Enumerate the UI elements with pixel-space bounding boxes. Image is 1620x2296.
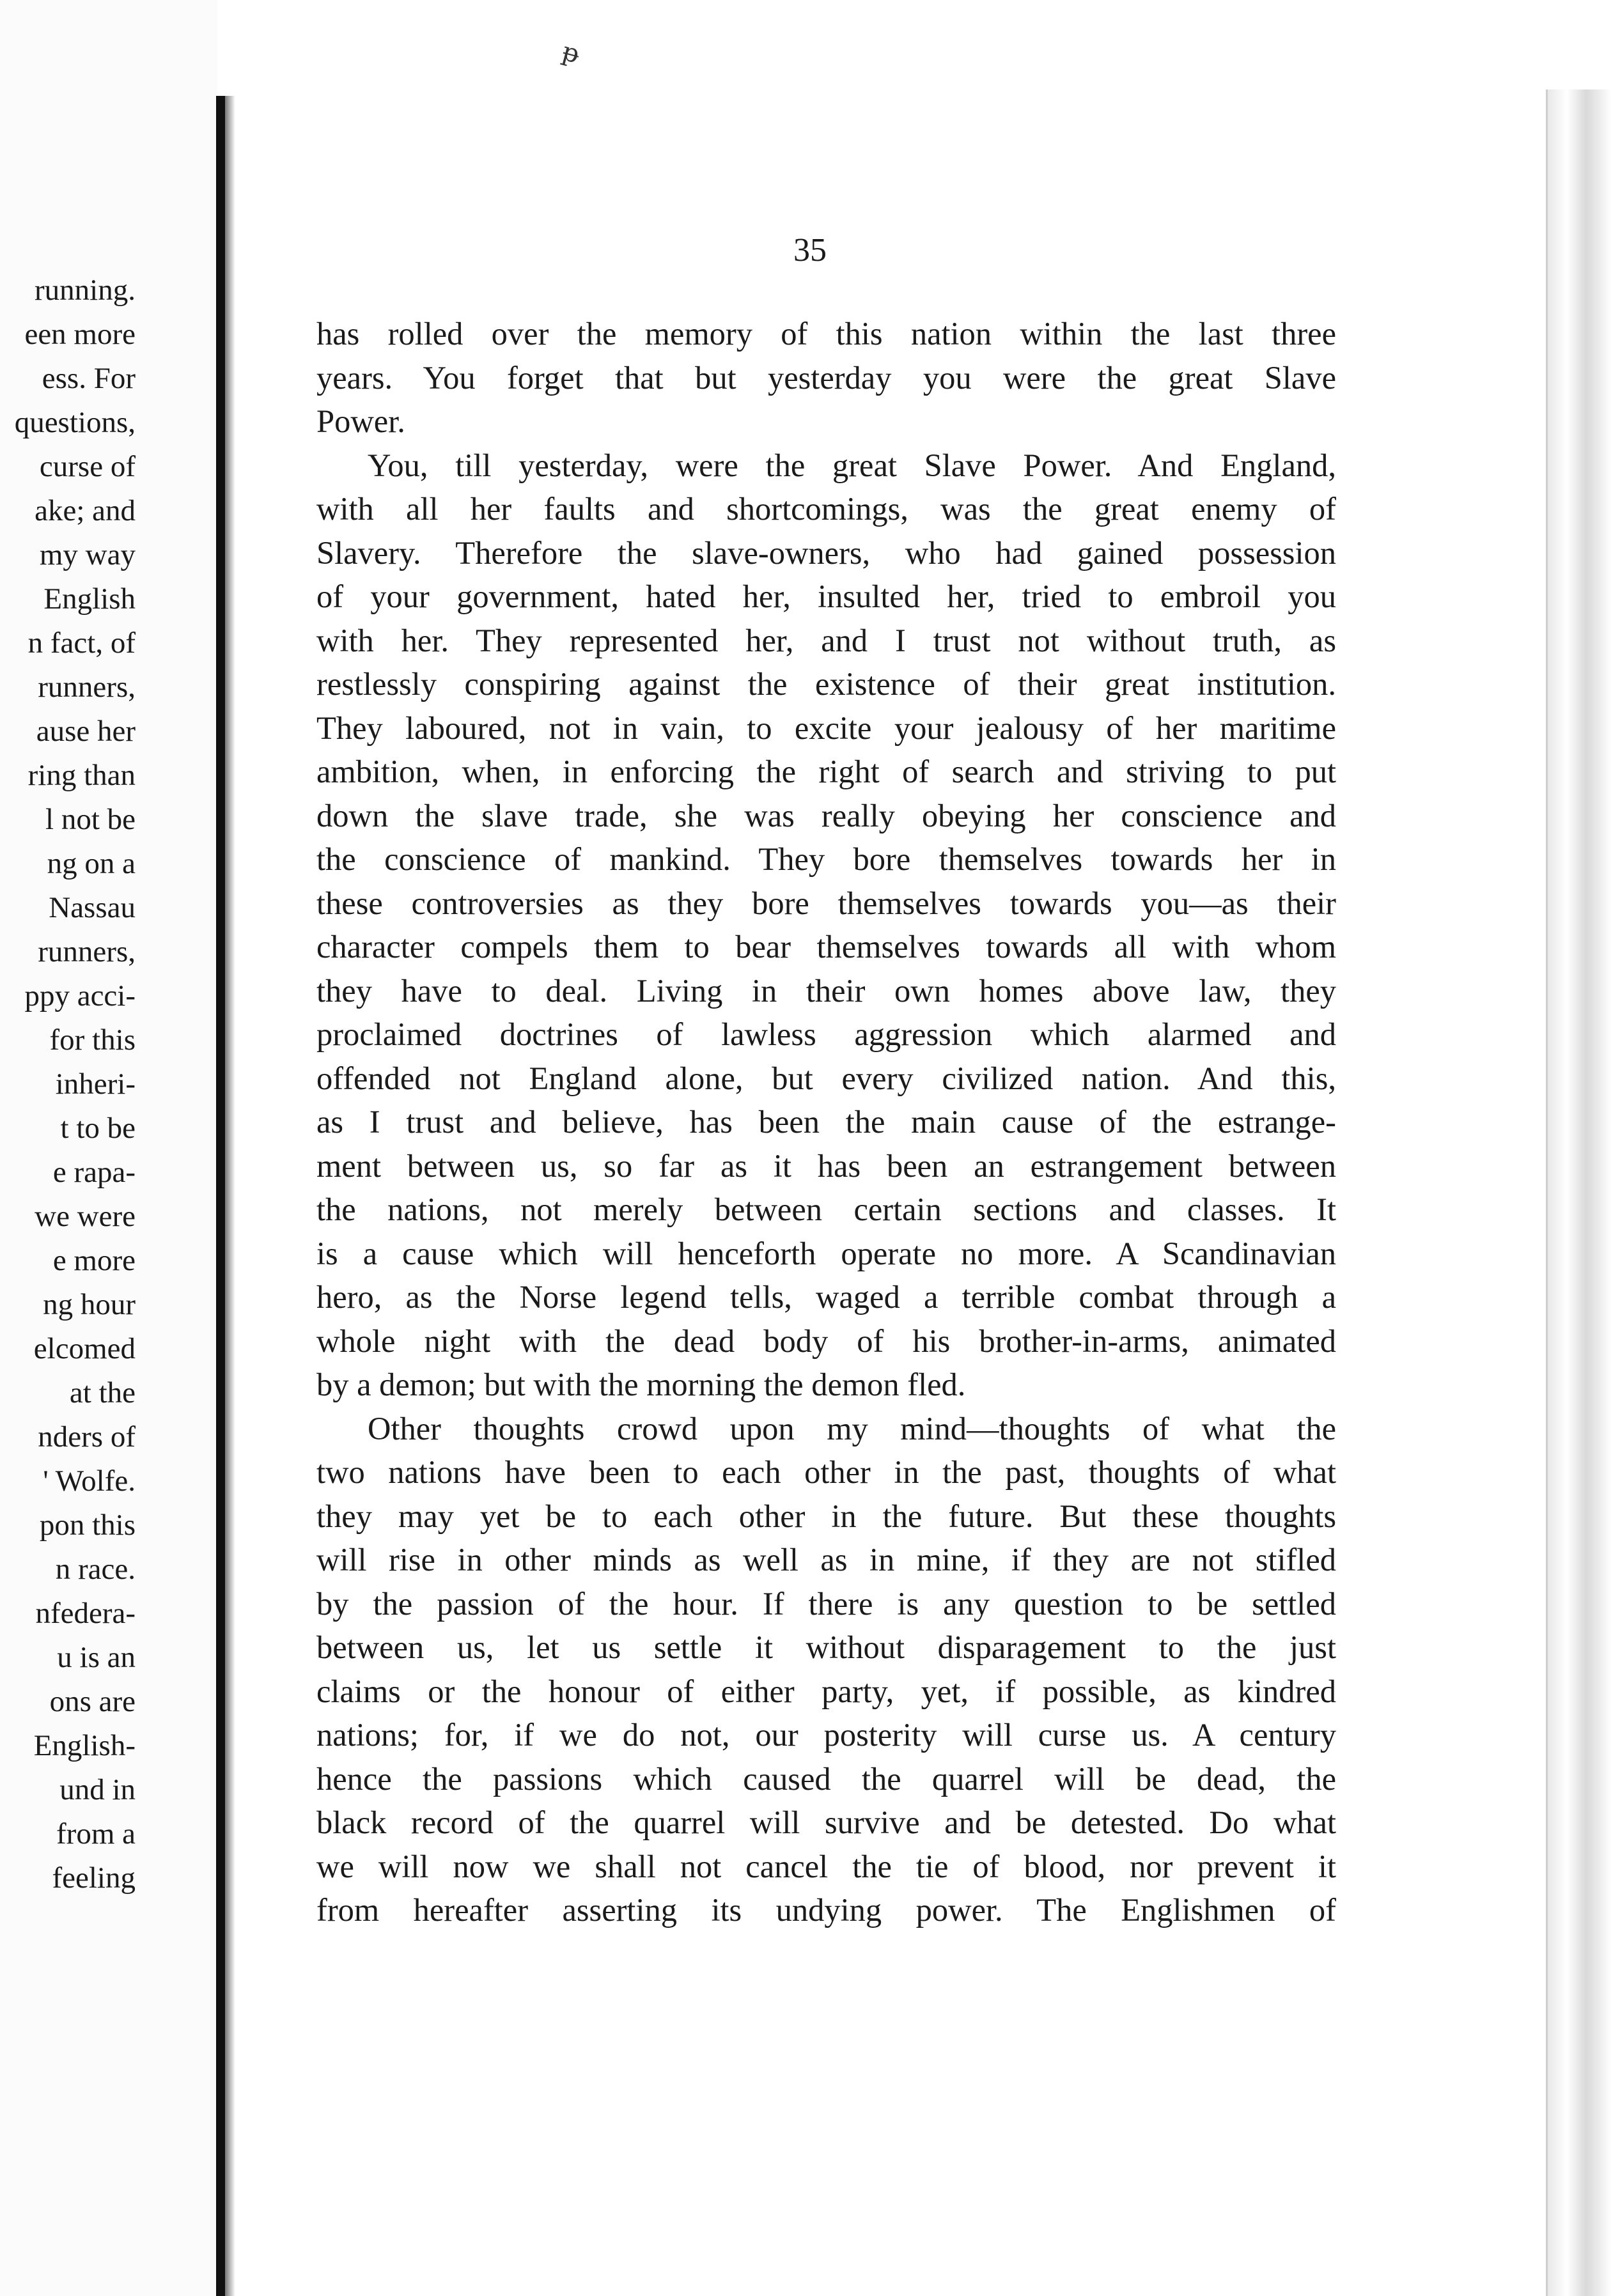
facing-page-line: ppy acci- [24, 979, 136, 1012]
facing-page-line: runners, [38, 935, 136, 968]
text-line: restlessly conspiring against the existence of their great institution. [316, 666, 1336, 702]
facing-page-line: curse of [39, 450, 136, 483]
facing-page-line: at the [69, 1376, 136, 1409]
facing-page-line: we were [35, 1200, 136, 1233]
text-line: by a demon; but with the morning the demon fled. [316, 1367, 966, 1402]
facing-page-line: English [43, 582, 136, 616]
text-line: two nations have been to each other in the past, thoughts of what [316, 1454, 1336, 1490]
text-line: claims or the honour of either party, yet, if possible, as kindred [316, 1673, 1336, 1709]
facing-page-line: e rapa- [52, 1156, 136, 1189]
facing-page [0, 0, 217, 2296]
text-line: down the slave trade, she was really obeying her conscience and [316, 797, 1336, 834]
text-line: has rolled over the memory of this nation within the last three [316, 316, 1336, 352]
text-line: ambition, when, in enforcing the right of search and striving to put [316, 754, 1336, 789]
text-line: hero, as the Norse legend tells, waged a terrible combat through a [316, 1279, 1336, 1315]
text-line: is a cause which will henceforth operate no more. A Scandinavian [316, 1235, 1336, 1271]
facing-page-line: ake; and [35, 494, 136, 527]
text-line: with all her faults and shortcomings, was the great enemy of [316, 491, 1336, 527]
text-line: ment between us, so far as it has been an estrangement between [316, 1147, 1336, 1184]
facing-page-line: inheri- [55, 1067, 136, 1101]
text-line: proclaimed doctrines of lawless aggression which alarmed and [316, 1016, 1336, 1052]
facing-page-text [0, 268, 136, 1900]
facing-page-line: l not be [45, 803, 136, 836]
facing-page-line: from a [56, 1817, 136, 1850]
facing-page-line: my way [39, 538, 136, 571]
text-line: Power. [316, 403, 405, 439]
facing-page-line: questions, [14, 406, 136, 439]
facing-page-line: ' Wolfe. [43, 1464, 136, 1498]
text-line: these controversies as they bore themselves towards you—as their [316, 885, 1336, 921]
text-line: They laboured, not in vain, to excite your jealousy of her maritime [316, 710, 1336, 746]
facing-page-line: n fact, of [27, 626, 136, 660]
facing-page-line: ause her [36, 715, 136, 748]
facing-page-line: e more [52, 1244, 136, 1277]
text-line: offended not England alone, but every civilized nation. And this, [316, 1060, 1336, 1096]
facing-page-line: Nassau [49, 891, 136, 924]
text-line: black record of the quarrel will survive and be detested. Do what [316, 1804, 1336, 1840]
text-line: will rise in other minds as well as in mine, if they are not stifled [316, 1542, 1336, 1578]
facing-page-line: feeling [52, 1861, 136, 1895]
text-line: by the passion of the hour. If there is any question to be settled [316, 1585, 1336, 1622]
text-line: we will now we shall not cancel the tie of blood, nor prevent it [316, 1848, 1336, 1884]
page-edge [1546, 89, 1612, 2296]
facing-page-line: elcomed [33, 1332, 136, 1365]
text-line: Other thoughts crowd upon my mind—thoughts of what the [368, 1410, 1336, 1447]
facing-page-line: running. [35, 274, 136, 307]
facing-page-line: een more [24, 318, 136, 351]
text-line: from hereafter asserting its undying power. The Englishmen of [316, 1892, 1336, 1928]
facing-page-line: nfedera- [35, 1597, 136, 1630]
facing-page-line: ess. For [42, 362, 136, 395]
text-line: the nations, not merely between certain sections and classes. It [316, 1191, 1336, 1227]
facing-page-line: ons are [49, 1685, 136, 1718]
text-line: they have to deal. Living in their own homes above law, they [316, 972, 1336, 1009]
text-line: of your government, hated her, insulted her, tried to embroil you [316, 578, 1336, 614]
binding-gutter [216, 96, 225, 2296]
text-line: with her. They represented her, and I trust not without truth, as [316, 622, 1336, 658]
facing-page-line: nders of [38, 1420, 136, 1454]
ink-mark: ᵽ [559, 36, 583, 70]
facing-page-line: u is an [57, 1641, 136, 1674]
facing-page-line: ng on a [47, 847, 136, 880]
facing-page-line: und in [59, 1773, 136, 1806]
text-line: years. You forget that but yesterday you were the great Slave [316, 359, 1336, 396]
text-line: You, till yesterday, were the great Slave Power. And England, [368, 447, 1336, 483]
text-line: character compels them to bear themselves towards all with whom [316, 929, 1336, 965]
text-line: hence the passions which caused the quarrel will be dead, the [316, 1760, 1336, 1797]
text-line: as I trust and believe, has been the main cause of the estrange- [316, 1104, 1336, 1140]
text-line: nations; for, if we do not, our posterity will curse us. A century [316, 1717, 1336, 1753]
facing-page-line: runners, [38, 671, 136, 704]
page-number: 35 [793, 232, 827, 268]
facing-page-line: pon this [39, 1509, 136, 1542]
facing-page-line: for this [49, 1023, 136, 1057]
gutter-shadow [225, 96, 235, 2296]
body-text [316, 312, 1336, 1932]
facing-page-line: n race. [55, 1553, 136, 1586]
text-line: they may yet be to each other in the future. But these thoughts [316, 1498, 1336, 1534]
text-line: the conscience of mankind. They bore themselves towards her in [316, 841, 1336, 877]
text-line: between us, let us settle it without disparagement to the just [316, 1629, 1336, 1665]
text-line: Slavery. Therefore the slave-owners, who had gained possession [316, 534, 1336, 571]
text-line: whole night with the dead body of his brother-in-arms, animated [316, 1323, 1336, 1359]
facing-page-line: t to be [60, 1112, 136, 1145]
facing-page-line: ng hour [43, 1288, 136, 1321]
facing-page-line: ring than [27, 759, 136, 792]
facing-page-line: English- [33, 1729, 136, 1762]
